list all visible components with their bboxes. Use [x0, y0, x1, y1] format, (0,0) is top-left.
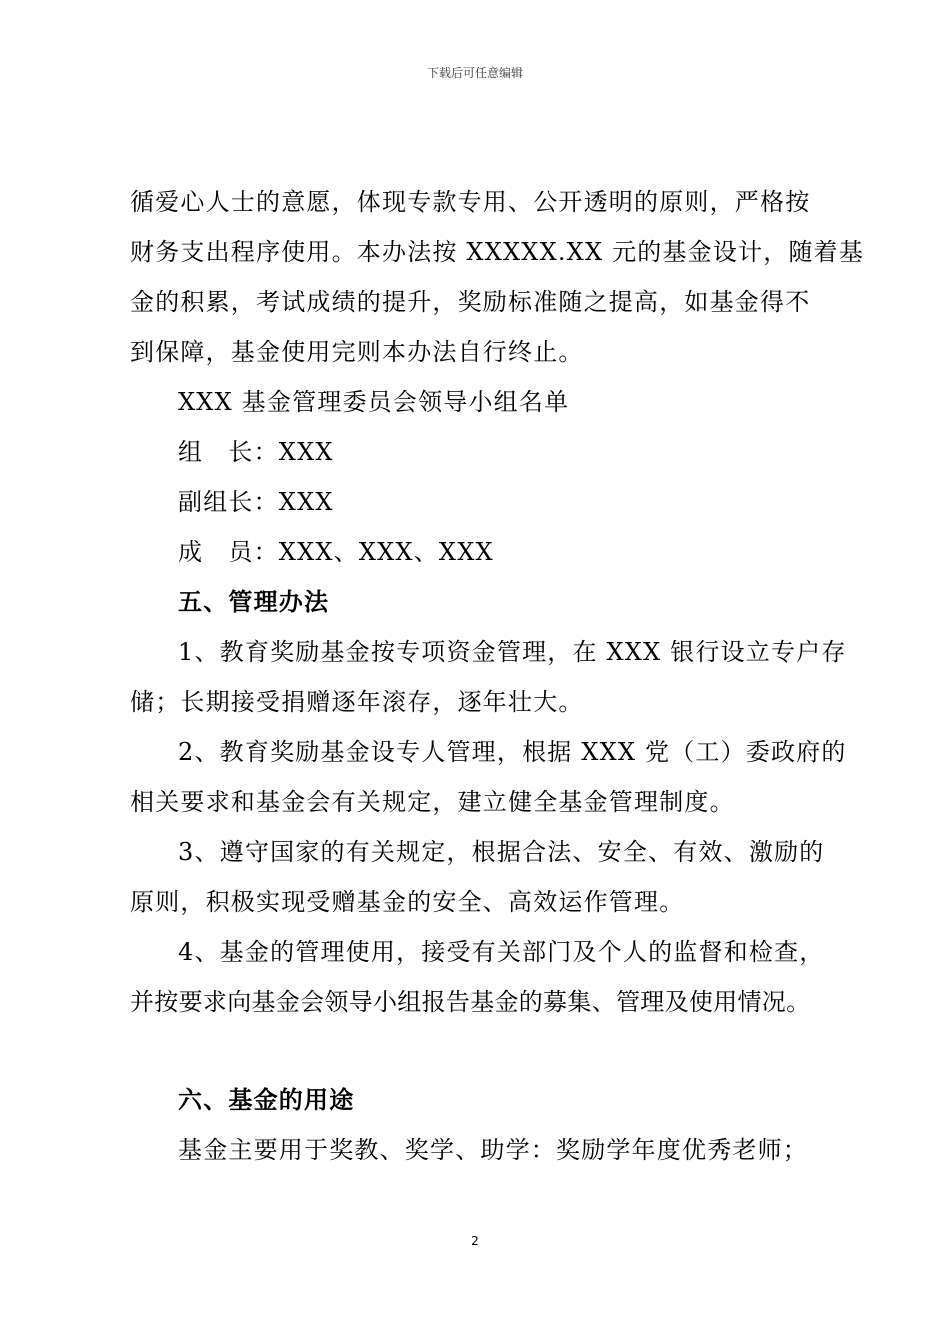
- page-number: 2: [471, 1234, 479, 1248]
- paragraph-line: 4、基金的管理使用，接受有关部门及个人的监督和检查，: [178, 938, 825, 966]
- paragraph-line: 相关要求和基金会有关规定，建立健全基金管理制度。: [130, 788, 735, 816]
- committee-leader: 组 长：XXX: [178, 438, 334, 466]
- paragraph-line: 循爱心人士的意愿，体现专款专用、公开透明的原则，严格按: [130, 188, 811, 216]
- paragraph-line: 基金主要用于奖教、奖学、助学：奖励学年度优秀老师；: [178, 1136, 808, 1164]
- paragraph-line: 2、教育奖励基金设专人管理，根据 XXX 党（工）委政府的: [178, 738, 847, 766]
- paragraph-line: 原则，积极实现受赠基金的安全、高效运作管理。: [130, 888, 685, 916]
- paragraph-line: 到保障，基金使用完则本办法自行终止。: [130, 338, 584, 366]
- paragraph-line: 3、遵守国家的有关规定，根据合法、安全、有效、激励的: [178, 838, 825, 866]
- page-header-note: 下载后可任意编辑: [426, 66, 523, 80]
- section-heading: 五、管理办法: [178, 588, 330, 616]
- paragraph-line: 财务支出程序使用。本办法按 XXXXX.XX 元的基金设计，随着基: [130, 238, 865, 266]
- section-heading: 六、基金的用途: [178, 1086, 355, 1114]
- paragraph-line: 1、教育奖励基金按专项资金管理，在 XXX 银行设立专户存: [178, 638, 847, 666]
- paragraph-line: 并按要求向基金会领导小组报告基金的募集、管理及使用情况。: [130, 988, 811, 1016]
- committee-deputy-leader: 副组长：XXX: [178, 488, 334, 516]
- paragraph-line: 金的积累，考试成绩的提升，奖励标准随之提高，如基金得不: [130, 288, 811, 316]
- committee-members: 成 员：XXX、XXX、XXX: [178, 538, 494, 566]
- paragraph-line: 储；长期接受捐赠逐年滚存，逐年壮大。: [130, 688, 584, 716]
- committee-list-title: XXX 基金管理委员会领导小组名单: [178, 388, 570, 416]
